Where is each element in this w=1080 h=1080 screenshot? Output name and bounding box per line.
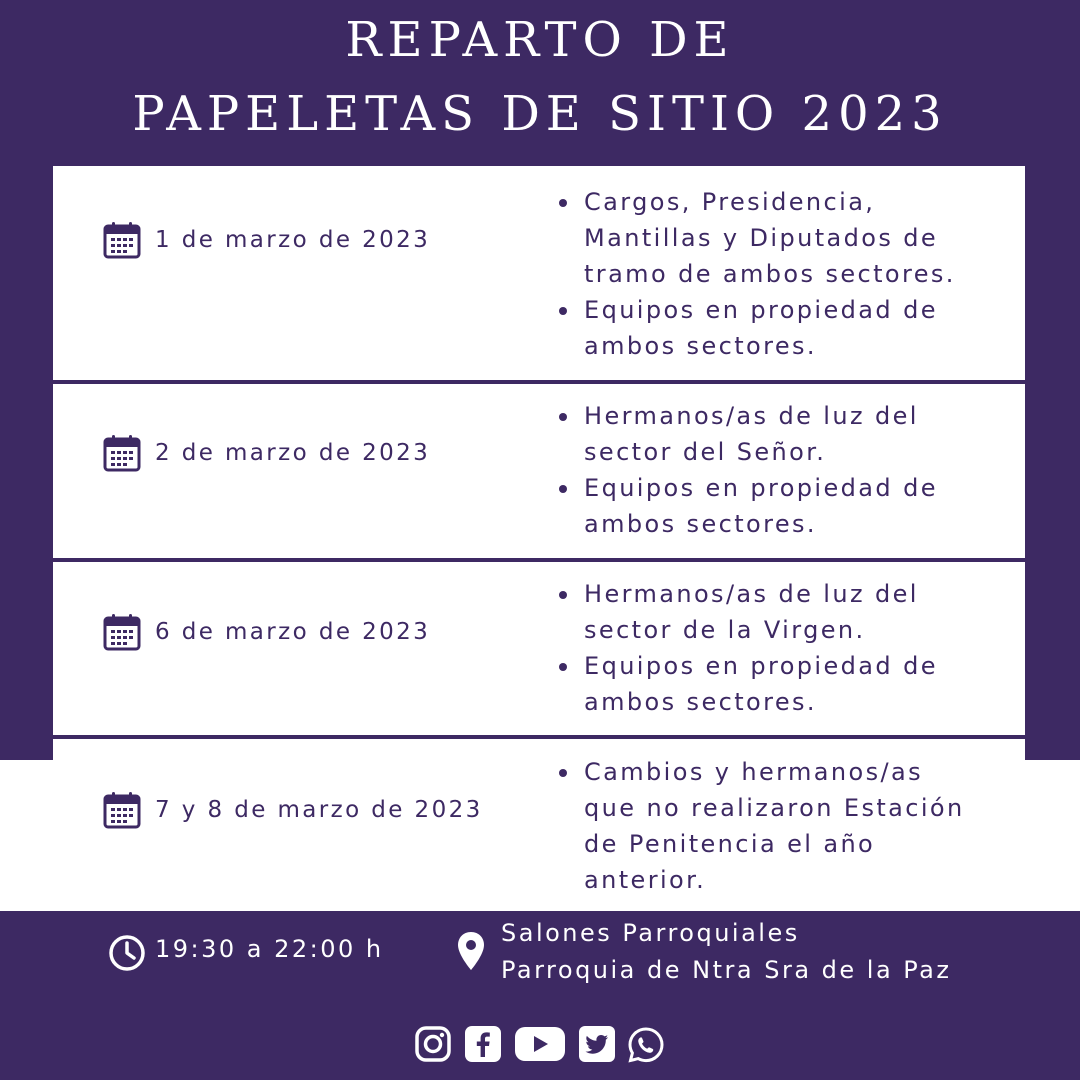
title-line-1: REPARTO DE xyxy=(345,12,735,68)
schedule-items xyxy=(556,184,996,364)
schedule-item: Cambios y hermanos/as que no realizaron Estación de Penitencia el año anterior. xyxy=(556,754,996,898)
calendar-icon xyxy=(103,220,143,260)
schedule-item: Hermanos/as de luz del sector de la Virgen. xyxy=(556,576,996,648)
youtube-icon[interactable] xyxy=(515,1026,565,1062)
schedule-date-text: 6 de marzo de 2023 xyxy=(155,619,431,645)
facebook-icon[interactable] xyxy=(465,1026,501,1062)
schedule-date xyxy=(103,220,430,260)
schedule-items xyxy=(556,754,996,898)
location-line-2: Parroquia de Ntra Sra de la Paz xyxy=(501,956,952,984)
schedule-date xyxy=(103,433,430,473)
schedule-date-text: 2 de marzo de 2023 xyxy=(155,440,431,466)
schedule-date-text: 7 y 8 de marzo de 2023 xyxy=(155,797,483,823)
time-text: 19:30 a 22:00 h xyxy=(155,935,384,963)
twitter-icon[interactable] xyxy=(579,1026,615,1062)
schedule-items xyxy=(556,576,996,720)
instagram-icon[interactable] xyxy=(415,1026,451,1062)
location-line-1: Salones Parroquiales xyxy=(501,919,800,947)
schedule-date xyxy=(103,612,430,652)
clock-icon xyxy=(107,933,147,973)
schedule-item: Equipos en propiedad de ambos sectores. xyxy=(556,292,996,364)
whatsapp-icon[interactable] xyxy=(627,1026,665,1064)
schedule-date-text: 1 de marzo de 2023 xyxy=(155,227,431,253)
schedule-items xyxy=(556,398,996,542)
title-line-2: PAPELETAS DE SITIO 2023 xyxy=(132,86,948,142)
map-pin-icon xyxy=(456,930,486,972)
schedule-item: Cargos, Presidencia, Mantillas y Diputados de tramo de ambos sectores. xyxy=(556,184,996,292)
calendar-icon xyxy=(103,790,143,830)
schedule-date xyxy=(103,790,483,830)
calendar-icon xyxy=(103,433,143,473)
social-links xyxy=(0,1026,1080,1066)
schedule-item: Hermanos/as de luz del sector del Señor. xyxy=(556,398,996,470)
schedule-item: Equipos en propiedad de ambos sectores. xyxy=(556,648,996,720)
calendar-icon xyxy=(103,612,143,652)
schedule-item: Equipos en propiedad de ambos sectores. xyxy=(556,470,996,542)
